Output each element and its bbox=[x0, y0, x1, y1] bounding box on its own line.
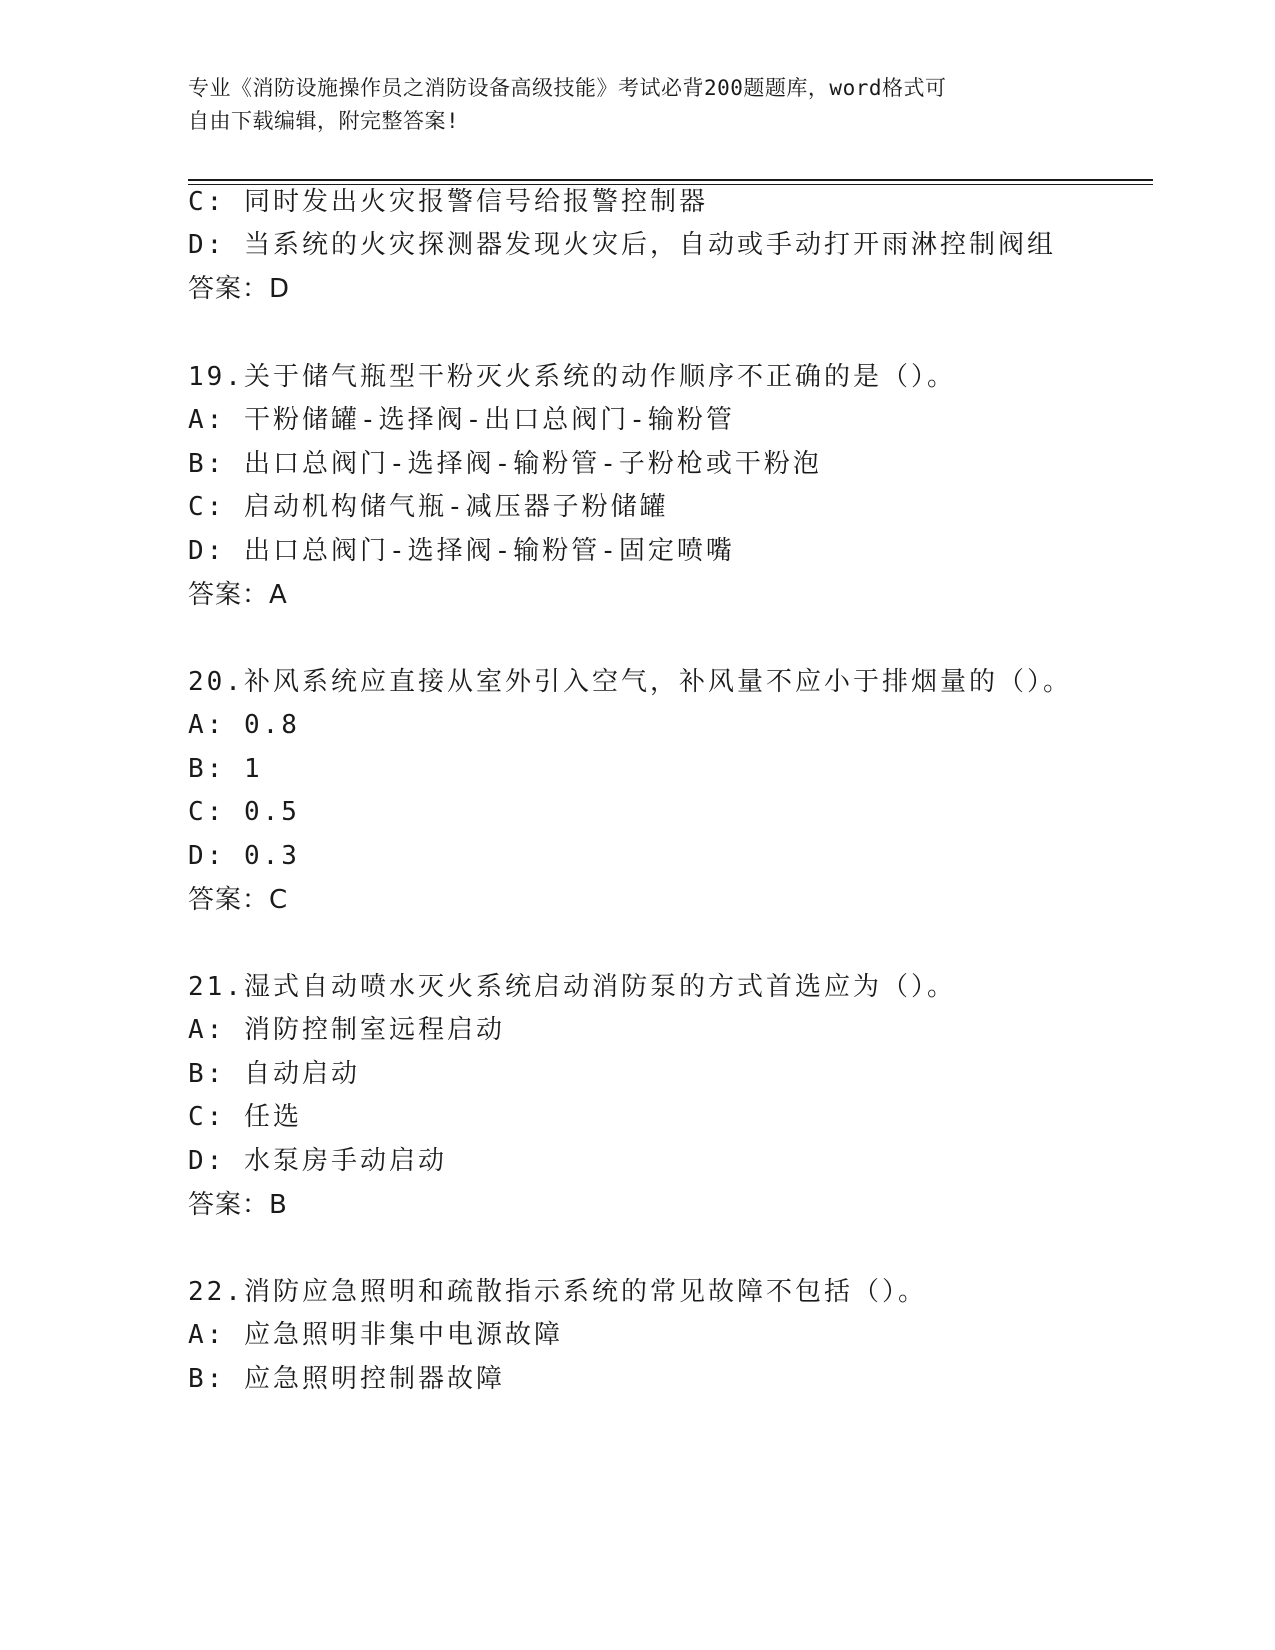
carryover-answer: 答案：D bbox=[188, 274, 291, 304]
question-20-option-b: B: 1 bbox=[188, 754, 263, 784]
question-21-option-b: B: 自动启动 bbox=[188, 1059, 360, 1089]
document-header bbox=[188, 72, 1088, 138]
question-21-answer: 答案：B bbox=[188, 1190, 288, 1220]
question-22-option-b: B: 应急照明控制器故障 bbox=[188, 1364, 505, 1394]
question-21-stem: 21.湿式自动喷水灭火系统启动消防泵的方式首选应为（）。 bbox=[188, 972, 956, 1002]
carryover-option-c: C: 同时发出火灾报警信号给报警控制器 bbox=[188, 187, 708, 217]
question-20-option-a: A: 0.8 bbox=[188, 710, 300, 740]
header-line-1: 专业《消防设施操作员之消防设备高级技能》考试必背200题题库，word格式可 bbox=[188, 76, 947, 100]
question-21-option-c: C: 任选 bbox=[188, 1102, 302, 1132]
question-21-option-d: D: 水泵房手动启动 bbox=[188, 1146, 447, 1176]
question-19-answer: 答案：A bbox=[188, 580, 288, 610]
question-20-option-c: C: 0.5 bbox=[188, 797, 300, 827]
question-20-option-d: D: 0.3 bbox=[188, 841, 300, 871]
question-19-option-c: C: 启动机构储气瓶-减压器子粉储罐 bbox=[188, 492, 669, 522]
question-19-stem: 19.关于储气瓶型干粉灭火系统的动作顺序不正确的是（）。 bbox=[188, 362, 956, 392]
header-divider-thick bbox=[188, 179, 1153, 181]
question-22-stem: 22.消防应急照明和疏散指示系统的常见故障不包括（）。 bbox=[188, 1277, 927, 1307]
header-line-2: 自由下载编辑，附完整答案! bbox=[188, 109, 460, 133]
question-19-option-b: B: 出口总阀门-选择阀-输粉管-子粉枪或干粉泡 bbox=[188, 449, 822, 479]
question-20-answer: 答案：C bbox=[188, 885, 289, 915]
question-21-option-a: A: 消防控制室远程启动 bbox=[188, 1015, 505, 1045]
question-22-option-a: A: 应急照明非集中电源故障 bbox=[188, 1320, 563, 1350]
carryover-option-d: D: 当系统的火灾探测器发现火灾后，自动或手动打开雨淋控制阀组 bbox=[188, 230, 1056, 260]
question-20-stem: 20.补风系统应直接从室外引入空气，补风量不应小于排烟量的（）。 bbox=[188, 667, 1072, 697]
question-19-option-d: D: 出口总阀门-选择阀-输粉管-固定喷嘴 bbox=[188, 536, 735, 566]
question-19-option-a: A: 干粉储罐-选择阀-出口总阀门-输粉管 bbox=[188, 405, 735, 435]
